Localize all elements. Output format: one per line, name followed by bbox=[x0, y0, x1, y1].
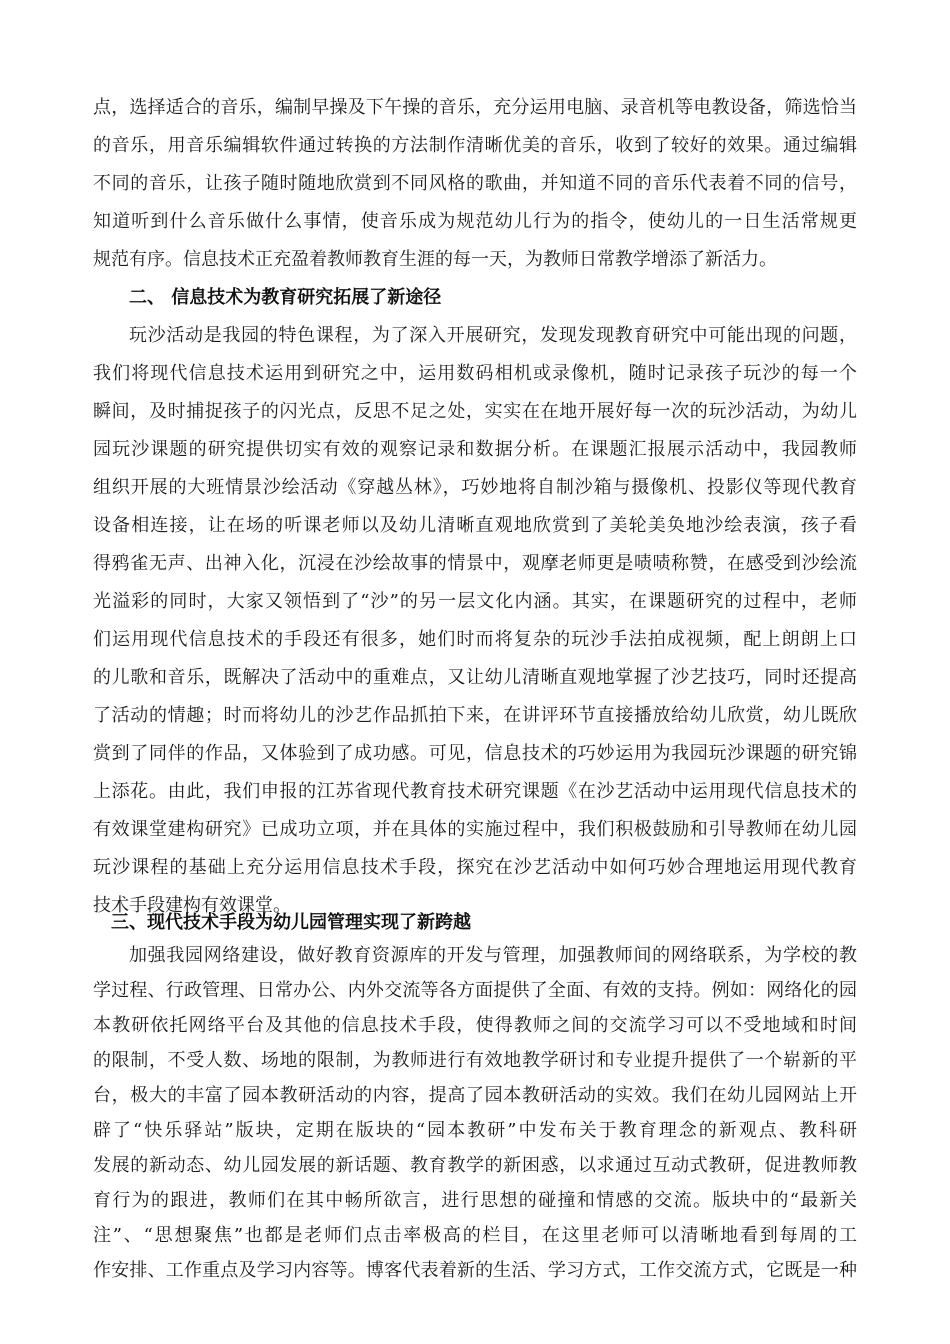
text-line: 上添花。由此，我们申报的江苏省现代教育技术研究课题《在沙艺活动中运用现代信息技术的 bbox=[93, 781, 857, 802]
text-line: 作安排、工作重点及学习内容等。博客代表着新的生活、学习方式，工作交流方式，它既是一种 bbox=[93, 1260, 857, 1281]
text-line: 台，极大的丰富了园本教研活动的内容，提高了园本教研活动的实效。我们在幼儿园网站上开 bbox=[93, 1085, 857, 1106]
text-line: 们运用现代信息技术的手段还有很多，她们时而将复杂的玩沙手法拍成视频，配上朗朗上口 bbox=[93, 629, 857, 650]
text-line: 加强我园网络建设，做好教育资源库的开发与管理，加强教师间的网络联系，为学校的教 bbox=[129, 945, 857, 966]
text-line: 赏到了同伴的作品，又体验到了成功感。可见，信息技术的巧妙运用为我园玩沙课题的研究锦 bbox=[93, 743, 857, 764]
text-line: 技术手段建构有效课堂。 bbox=[93, 895, 291, 916]
text-line: 园玩沙课题的研究提供切实有效的观察记录和数据分析。在课题汇报展示活动中，我园教师 bbox=[93, 439, 857, 460]
text-line: 不同的音乐，让孩子随时随地欣赏到不同风格的歌曲，并知道不同的音乐代表着不同的信号， bbox=[93, 173, 857, 194]
text-line: 规范有序。信息技术正充盈着教师教育生涯的每一天，为教师日常教学增添了新活力。 bbox=[93, 249, 777, 270]
text-line: 玩沙课程的基础上充分运用信息技术手段，探究在沙艺活动中如何巧妙合理地运用现代教育 bbox=[93, 857, 857, 878]
text-line: 了活动的情趣；时而将幼儿的沙艺作品抓拍下来，在讲评环节直接播放给幼儿欣赏，幼儿既欣 bbox=[93, 705, 857, 726]
text-line: 育行为的跟进，教师们在其中畅所欲言，进行思想的碰撞和情感的交流。版块中的“最新关 bbox=[93, 1190, 857, 1211]
text-line: 的儿歌和音乐，既解决了活动中的重难点，又让幼儿清晰直观地掌握了沙艺技巧，同时还提高 bbox=[93, 667, 857, 688]
text-line: 有效课堂建构研究》已成功立项，并在具体的实施过程中，我们积极鼓励和引导教师在幼儿园 bbox=[93, 819, 857, 840]
section-heading: 二、 信息技术为教育研究拓展了新途径 bbox=[129, 287, 442, 308]
text-line: 本教研依托网络平台及其他的信息技术手段，使得教师之间的交流学习可以不受地域和时间 bbox=[93, 1015, 857, 1036]
text-line: 的音乐，用音乐编辑软件通过转换的方法制作清晰优美的音乐，收到了较好的效果。通过编辑 bbox=[93, 135, 857, 156]
text-line: 设备相连接，让在场的听课老师以及幼儿清晰直观地欣赏到了美轮美奂地沙绘表演，孩子看 bbox=[93, 515, 857, 536]
text-line: 光溢彩的同时，大家又领悟到了“沙”的另一层文化内涵。其实，在课题研究的过程中，老师 bbox=[93, 591, 857, 612]
text-line: 得鸦雀无声、出神入化，沉浸在沙绘故事的情景中，观摩老师更是啧啧称赞，在感受到沙绘流 bbox=[93, 553, 857, 574]
text-line: 辟了“快乐驿站”版块，定期在版块的“园本教研”中发布关于教育理念的新观点、教科研 bbox=[93, 1120, 857, 1141]
text-line: 的限制，不受人数、场地的限制，为教师进行有效地教学研讨和专业提升提供了一个崭新的平 bbox=[93, 1050, 857, 1071]
text-line: 知道听到什么音乐做什么事情，使音乐成为规范幼儿行为的指令，使幼儿的一日生活常规更 bbox=[93, 211, 857, 232]
text-line: 发展的新动态、幼儿园发展的新话题、教育教学的新困惑，以求通过互动式教研，促进教师教 bbox=[93, 1155, 857, 1176]
text-line: 学过程、行政管理、日常办公、内外交流等各方面提供了全面、有效的支持。例如：网络化的园 bbox=[93, 980, 857, 1001]
text-line: 我们将现代信息技术运用到研究之中，运用数码相机或录像机，随时记录孩子玩沙的每一个 bbox=[93, 363, 857, 384]
section-heading: 三、现代技术手段为幼儿园管理实现了新跨越 bbox=[111, 912, 471, 933]
text-line: 注”、“思想聚焦”也都是老师们点击率极高的栏目，在这里老师可以清晰地看到每周的工 bbox=[93, 1225, 857, 1246]
text-line: 瞬间，及时捕捉孩子的闪光点，反思不足之处，实实在在地开展好每一次的玩沙活动，为幼儿 bbox=[93, 401, 857, 422]
text-line: 组织开展的大班情景沙绘活动《穿越丛林》，巧妙地将自制沙箱与摄像机、投影仪等现代教育 bbox=[93, 477, 857, 498]
text-line: 点，选择适合的音乐，编制早操及下午操的音乐，充分运用电脑、录音机等电教设备，筛选恰当 bbox=[93, 97, 857, 118]
text-line: 玩沙活动是我园的特色课程，为了深入开展研究，发现发现教育研究中可能出现的问题， bbox=[129, 325, 857, 346]
